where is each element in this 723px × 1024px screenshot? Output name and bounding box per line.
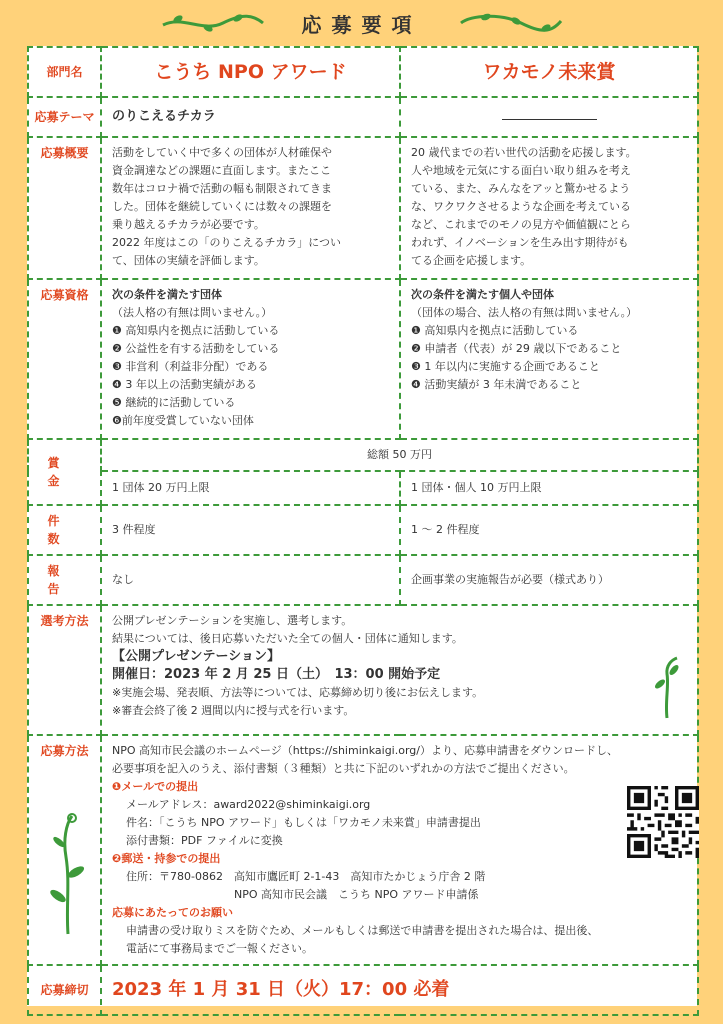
row-theme (28, 97, 698, 137)
overview-a-line: 数年はコロナ禍で活動の幅も制限されてきま (112, 182, 332, 195)
overview-b-line: な、ワクワクさせるような企画を考えている (411, 200, 631, 213)
sprout-decoration-icon (653, 656, 683, 720)
eligibility-b-item: ❶ 高知県内を拠点に活動している (411, 324, 579, 337)
count-b: 1 ～ 2 件程度 (400, 505, 698, 555)
vine-decoration-icon (456, 11, 566, 35)
overview-b-line: など、これまでのモノの見方や価値観にとら (411, 218, 631, 231)
method-email-attach: 添付書類：PDF ファイルに変換 (126, 834, 283, 847)
row-selection (28, 605, 698, 735)
method-label: 応募方法 (28, 735, 101, 965)
row-report (28, 555, 698, 605)
theme-value: のりこえるチカラ (101, 97, 400, 137)
selection-line: 公開プレゼンテーションを実施し、選考します。 (112, 614, 353, 627)
theme-empty (400, 97, 698, 137)
overview-b-line: ている、また、みんなをアッと驚かせるよう (411, 182, 631, 195)
method-email-address: メールアドレス：award2022@shiminkaigi.org (126, 798, 371, 811)
row-count (28, 505, 698, 555)
count-label: 件 数 (28, 505, 101, 555)
overview-b-line: 人や地域を元気にする面白い取り組みを考え (411, 164, 631, 177)
method-post-address: NPO 高知市民会議 こうち NPO アワード申請係 (234, 888, 479, 901)
division-label: 部門名 (28, 47, 101, 97)
prize-a: 1 団体 20 万円上限 (101, 471, 400, 505)
method-request: 電話にて事務局までご一報ください。 (126, 942, 313, 955)
prize-b: 1 団体・個人 10 万円上限 (400, 471, 698, 505)
eligibility-a-item: ❶ 高知県内を拠点に活動している (112, 324, 280, 337)
sprout-decoration-icon (48, 812, 88, 936)
selection-date: 開催日：2023 年 2 月 25 日（土） 13：00 開始予定 (112, 667, 441, 682)
report-a: なし (101, 555, 400, 605)
eligibility-b-note: （団体の場合、法人格の有無は問いません。） (411, 306, 638, 319)
eligibility-a (101, 279, 400, 439)
eligibility-a-note: （法人格の有無は問いません。） (112, 306, 273, 319)
eligibility-a-item: ❸ 非営利（利益非分配）である (112, 360, 269, 373)
overview-a (101, 137, 400, 279)
method-email-heading: ❶メールでの提出 (112, 780, 199, 793)
row-eligibility (28, 279, 698, 439)
method-post-address: 住所：〒780-0862 高知市鷹匠町 2-1-43 高知市たかじょう庁舎 2 階 (126, 870, 486, 883)
eligibility-b-item: ❹ 活動実績が 3 年未満であること (411, 378, 582, 391)
row-division (28, 47, 698, 97)
eligibility-a-heading: 次の条件を満たす団体 (112, 288, 222, 301)
requirements-table (27, 46, 699, 1016)
overview-a-line: 活動をしていく中で多くの団体が人材確保や (112, 146, 332, 159)
report-label: 報 告 (28, 555, 101, 605)
vine-decoration-icon (158, 11, 268, 35)
page-title: 応募要項 (301, 12, 422, 37)
selection-label: 選考方法 (28, 605, 101, 735)
overview-b (400, 137, 698, 279)
eligibility-a-item: ❻前年度受賞していない団体 (112, 414, 254, 427)
overview-b-line: われず、イノベーションを生み出す期待がも (411, 236, 629, 249)
row-prize-total (28, 439, 698, 471)
eligibility-b-item: ❸ 1 年以内に実施する企画であること (411, 360, 600, 373)
eligibility-b (400, 279, 698, 439)
selection-note: ※審査会終了後 2 週間以内に授与式を行います。 (112, 704, 355, 717)
selection-content (101, 605, 698, 735)
method-request: 申請書の受け取りミスを防ぐため、メールもしくは郵送で申請書を提出された場合は、提出後、 (126, 924, 599, 937)
selection-note: ※実施会場、発表順、方法等については、応募締め切り後にお伝えします。 (112, 686, 484, 699)
division-wakamono-award: ワカモノ未来賞 (400, 47, 698, 97)
deadline-value: 2023 年 1 月 31 日（火）17：00 必着 (101, 965, 698, 1015)
page-header (0, 0, 723, 46)
deadline-label: 応募締切 (28, 965, 101, 1015)
eligibility-b-heading: 次の条件を満たす個人や団体 (411, 288, 554, 301)
row-deadline (28, 965, 698, 1015)
overview-b-line: てる企画を応援します。 (411, 254, 532, 267)
prize-label: 賞 金 (28, 439, 101, 505)
division-npo-award: こうち NPO アワード (101, 47, 400, 97)
row-method (28, 735, 698, 965)
overview-a-line: て、団体の実績を評価します。 (112, 254, 265, 267)
eligibility-b-item: ❷ 申請者（代表）が 29 歳以下であること (411, 342, 622, 355)
method-request-heading: 応募にあたってのお願い (112, 906, 233, 919)
overview-label: 応募概要 (28, 137, 101, 279)
selection-heading: 【公開プレゼンテーション】 (112, 649, 280, 664)
theme-dash-line (502, 119, 597, 120)
method-intro: 必要事項を記入のうえ、添付書類（３種類）と共に下記のいずれかの方法でご提出ください。 (112, 762, 575, 775)
report-b: 企画事業の実施報告が必要（様式あり） (400, 555, 698, 605)
eligibility-a-item: ❺ 継続的に活動している (112, 396, 236, 409)
row-prize-amounts (28, 471, 698, 505)
overview-a-line: した。団体を継続していくには数々の課題を (112, 200, 332, 213)
eligibility-a-item: ❷ 公益性を有する活動をしている (112, 342, 280, 355)
selection-line: 結果については、後日応募いただいた全ての個人・団体に通知します。 (112, 632, 463, 645)
prize-total: 総額 50 万円 (101, 439, 698, 471)
eligibility-a-item: ❹ 3 年以上の活動実績がある (112, 378, 257, 391)
requirements-sheet (27, 46, 697, 1006)
eligibility-label: 応募資格 (28, 279, 101, 439)
count-a: 3 件程度 (101, 505, 400, 555)
method-intro: NPO 高知市民会議のホームページ（https://shiminkaigi.org/）より、応募申請書をダウンロードし、 (112, 744, 618, 757)
overview-a-line: 2022 年度はこの「のりこえるチカラ」につい (112, 236, 342, 249)
overview-a-line: 乗り越えるチカラが必要です。 (112, 218, 265, 231)
theme-label: 応募テーマ (28, 97, 101, 137)
overview-a-line: 資金調達などの課題に直面します。またここ (112, 164, 332, 177)
qr-code-icon (627, 786, 699, 858)
method-email-subject: 件名：「こうち NPO アワード」もしくは「ワカモノ未来賞」申請書提出 (126, 816, 481, 829)
row-overview (28, 137, 698, 279)
overview-b-line: 20 歳代までの若い世代の活動を応援します。 (411, 146, 637, 159)
method-post-heading: ❷郵送・持参での提出 (112, 852, 221, 865)
method-content (101, 735, 698, 965)
